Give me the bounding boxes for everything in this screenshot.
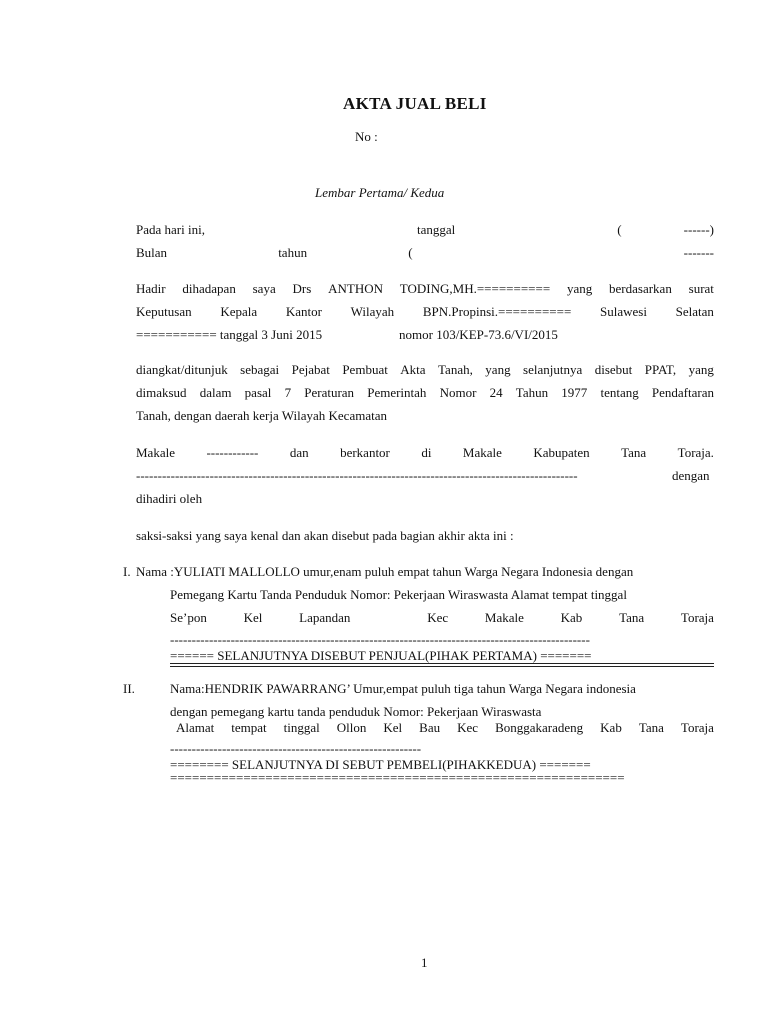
party-2-dash-line: ---------------------------------------------------------- [170, 741, 422, 756]
intro-text: ( [617, 222, 622, 237]
intro-text: ------- [683, 245, 714, 260]
intro-line-2 [136, 245, 714, 261]
word: dan [289, 445, 309, 460]
party-2-name-line: Nama:HENDRIK PAWARRANG’ Umur,empat puluh tiga tahun Warga Negara indonesia [170, 681, 636, 696]
word: Lapandan [299, 610, 351, 625]
word: Drs [292, 281, 312, 296]
word: Kabupaten [533, 445, 590, 460]
word: tempat [231, 720, 267, 735]
diangkat-line-2 [136, 385, 714, 401]
party-1-dash-line: ------------------------------------------------------------------------------------------------- [170, 632, 590, 647]
word: Peraturan [304, 385, 355, 400]
word: Alamat [176, 720, 215, 735]
word: Tanah, [438, 362, 473, 377]
word: Keputusan [136, 304, 192, 319]
word: Toraja [680, 610, 714, 625]
word: tinggal [283, 720, 320, 735]
makale-line-3: dihadiri oleh [136, 491, 203, 506]
word: Se’pon [170, 610, 207, 625]
party-2-role-rule: ============================================================== [170, 770, 625, 785]
word: Kec [427, 610, 449, 625]
party-2-number: II. [123, 681, 135, 696]
hadir-line-3-date: =========== tanggal 3 Juni 2015 [136, 327, 323, 342]
party-2-id-line: dengan pemegang kartu tanda penduduk Nomor: Pekerjaan Wiraswasta [170, 704, 542, 719]
word: 1977 [561, 385, 588, 400]
word: Tana [619, 610, 645, 625]
party-1-number: I. [123, 564, 131, 579]
word: Sulawesi [600, 304, 647, 319]
word: Toraja. [677, 445, 714, 460]
intro-text: tahun [278, 245, 308, 260]
word: yang [566, 281, 593, 296]
intro-text: ( [408, 245, 413, 260]
word: Selatan [675, 304, 714, 319]
word: Kab [560, 610, 583, 625]
document-number-label: No : [355, 129, 378, 144]
word: Kel [383, 720, 403, 735]
intro-text: Pada hari ini, [136, 222, 205, 237]
hadir-line-3-number: nomor 103/KEP-73.6/VI/2015 [399, 327, 558, 342]
party-1-role: ====== SELANJUTNYA DISEBUT PENJUAL(PIHAK PERTAMA) ======= [170, 648, 592, 663]
word: Bau [419, 720, 441, 735]
word: Ollon [336, 720, 367, 735]
word: Pejabat [291, 362, 330, 377]
word: dihadapan [182, 281, 236, 296]
word: Akta [400, 362, 426, 377]
party-2-role: ======== SELANJUTNYA DI SEBUT PEMBELI(PIHAKKEDUA) ======= [170, 757, 591, 772]
word: Toraja [680, 720, 714, 735]
word: BPN.Propinsi.========== [422, 304, 572, 319]
word: PPAT, [644, 362, 677, 377]
diangkat-line-1 [136, 362, 714, 378]
word: 7 [284, 385, 292, 400]
word: selanjutnya [523, 362, 583, 377]
word: ANTHON [328, 281, 383, 296]
hadir-line-2 [136, 304, 714, 320]
party-1-id-line: Pemegang Kartu Tanda Penduduk Nomor: Pekerjaan Wiraswasta Alamat tempat tinggal [170, 587, 627, 602]
makale-line-1 [136, 445, 714, 461]
word: saya [252, 281, 276, 296]
diangkat-line-3: Tanah, dengan daerah kerja Wilayah Kecamatan [136, 408, 387, 423]
word: Pemerintah [367, 385, 427, 400]
word: berdasarkan [609, 281, 672, 296]
word: Nomor [439, 385, 477, 400]
word: Wilayah [350, 304, 395, 319]
makale-dash-line: ------------------------------------------------------------------------------------------------------ [136, 468, 578, 483]
word: Tana [621, 445, 647, 460]
copy-designation: Lembar Pertama/ Kedua [315, 185, 445, 200]
word: yang [688, 362, 714, 377]
party-1-name-line: Nama :YULIATI MALLOLLO umur,enam puluh empat tahun Warga Negara Indonesia dengan [136, 564, 634, 579]
word: TODING,MH.========== [399, 281, 551, 296]
word: Kantor [285, 304, 322, 319]
word: disebut [594, 362, 633, 377]
document-title: AKTA JUAL BELI [343, 94, 487, 113]
word: surat [688, 281, 714, 296]
intro-text: Bulan [136, 245, 168, 260]
word: Bonggakaradeng [495, 720, 584, 735]
word: Pendaftaran [651, 385, 714, 400]
saksi-line: saksi-saksi yang saya kenal dan akan disebut pada bagian akhir akta ini : [136, 528, 514, 543]
word: dalam [199, 385, 232, 400]
word: Kab [600, 720, 622, 735]
intro-line-1 [136, 222, 714, 238]
party-1-rule [170, 663, 714, 664]
word: 24 [489, 385, 503, 400]
word: pasal [244, 385, 272, 400]
word: Tahun [515, 385, 549, 400]
word: Kec [457, 720, 479, 735]
word: Makale [136, 445, 175, 460]
word: tentang [600, 385, 639, 400]
word: Kel [243, 610, 263, 625]
makale-dengan: dengan [672, 468, 710, 483]
word: yang [485, 362, 511, 377]
word: Kepala [220, 304, 258, 319]
word: diangkat/ditunjuk [136, 362, 228, 377]
word: sebagai [240, 362, 280, 377]
word: berkantor [340, 445, 390, 460]
word: Tana [638, 720, 664, 735]
word: Pembuat [342, 362, 388, 377]
word: Hadir [136, 281, 166, 296]
hadir-line-1 [136, 281, 714, 297]
intro-text: ------) [683, 222, 714, 237]
word: Makale [484, 610, 524, 625]
party-1-rule [170, 666, 714, 667]
word: di [421, 445, 432, 460]
word: ------------ [206, 445, 259, 460]
page-number: 1 [421, 955, 428, 970]
party-1-address-line [170, 610, 714, 626]
party-2-address-line [176, 720, 714, 736]
intro-text: tanggal [417, 222, 456, 237]
word: Makale [462, 445, 502, 460]
word: dimaksud [136, 385, 187, 400]
